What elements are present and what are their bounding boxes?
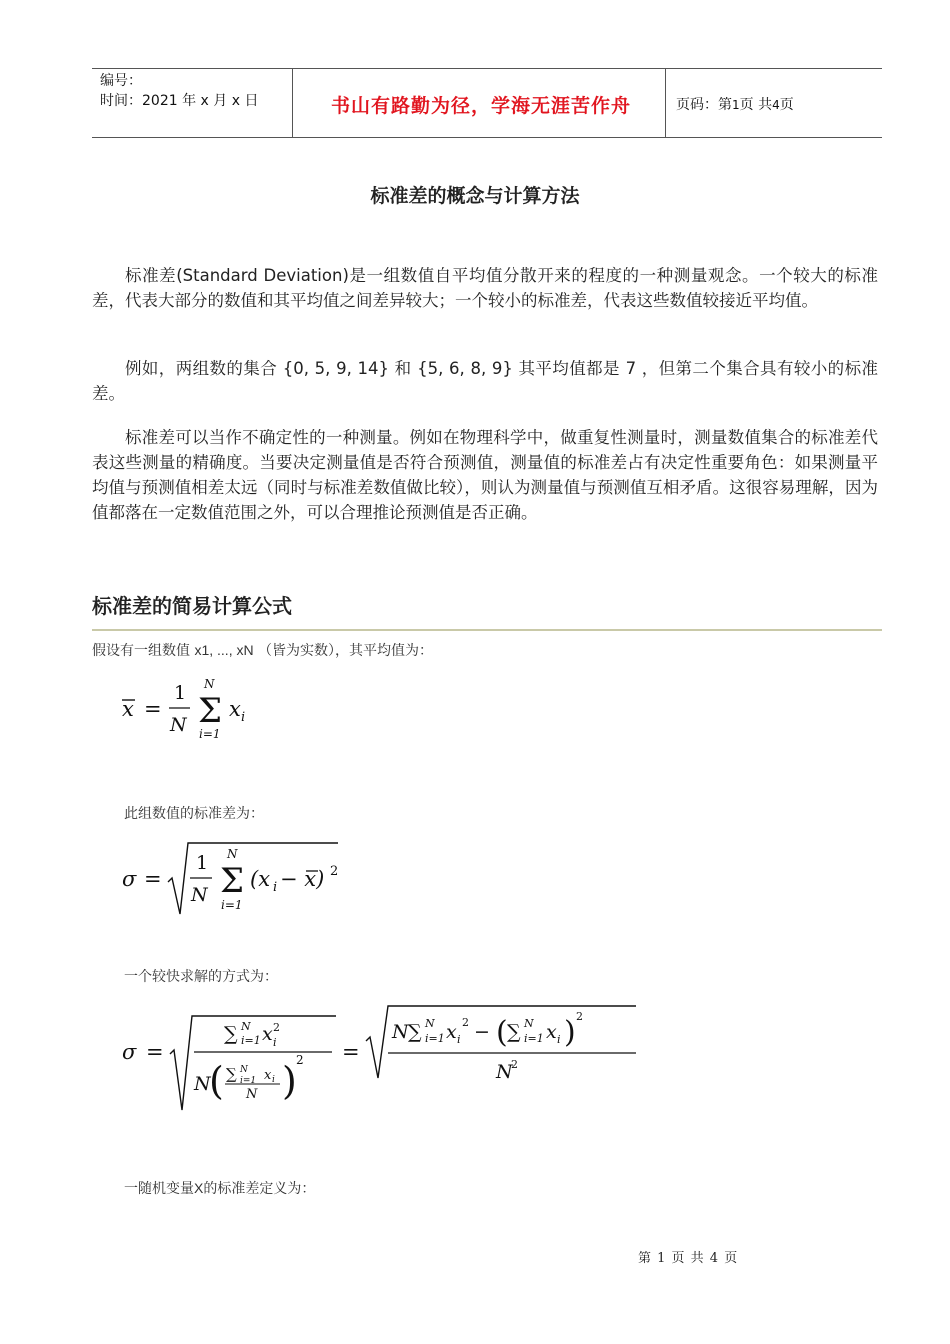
svg-text:i=1: i=1 — [524, 1032, 544, 1045]
svg-text:x: x — [229, 697, 241, 721]
std-formula — [110, 838, 350, 920]
svg-text:N: N — [241, 1020, 251, 1033]
svg-text:i: i — [273, 880, 278, 895]
svg-text:Σ: Σ — [220, 861, 245, 901]
svg-text:N: N — [204, 677, 215, 691]
svg-text:i=1: i=1 — [240, 1076, 257, 1086]
svg-text:2: 2 — [296, 1053, 304, 1067]
header-page-current: 1 — [732, 98, 740, 112]
svg-text:x: x — [446, 1021, 457, 1043]
svg-text:N: N — [227, 847, 238, 861]
svg-text:N: N — [524, 1017, 534, 1030]
header-motto: 书山有路勤为径，学海无涯苦作舟 — [330, 95, 631, 117]
quick-method-label: 一个较快求解的方式为： — [124, 969, 278, 985]
svg-text:i: i — [272, 1075, 275, 1085]
header-page-total: 4 — [772, 98, 780, 112]
svg-text:i: i — [457, 1033, 461, 1046]
svg-text:(x: (x — [250, 867, 271, 891]
mean-formula — [110, 672, 290, 752]
svg-text:2: 2 — [330, 864, 339, 879]
page-footer: 第 1 页 共 4 页 — [638, 1251, 738, 1266]
svg-text:1: 1 — [196, 852, 209, 874]
svg-text:∑: ∑ — [507, 1021, 521, 1043]
paragraph-uncertainty: 标准差可以当作不确定性的一种测量。例如在物理科学中，做重复性测量时，测量数值集合的标准差代表这些测量的精确度。当要决定测量值是否符合预测值，测量值的标准差占有决定性重要角色：如果测量平均值与预测值相差太远（同时与标准差数值做比较），则认为测量值与预测值互相矛盾。这很容易理解，因为值都落在一定数值范围之外，可以合理推论预测值是否正确。 — [92, 428, 878, 522]
svg-text:i=1: i=1 — [199, 727, 221, 741]
svg-text:x: x — [264, 1068, 272, 1083]
svg-text:i=1: i=1 — [221, 898, 243, 912]
svg-text:2: 2 — [511, 1058, 518, 1071]
svg-text:− x): − x) — [280, 867, 325, 891]
paragraph-example: 例如，两组数的集合 {0, 5, 9, 14} 和 {5, 6, 8, 9} 其平均值都是 7 ，但第二个集合具有较小的标准差。 — [92, 359, 878, 403]
svg-text:N: N — [246, 1087, 258, 1102]
svg-text:∑: ∑ — [226, 1065, 237, 1083]
svg-text:N: N — [392, 1021, 409, 1043]
svg-text:N: N — [240, 1065, 248, 1075]
header-meta — [100, 71, 258, 111]
svg-text:−: − — [474, 1021, 490, 1043]
svg-text:2: 2 — [576, 1010, 583, 1023]
svg-text:=: = — [342, 1040, 360, 1064]
svg-text:i: i — [241, 710, 246, 725]
svg-text:∑: ∑ — [408, 1021, 422, 1043]
svg-text:): ) — [282, 1059, 297, 1103]
svg-text:2: 2 — [273, 1021, 280, 1034]
svg-text:): ) — [564, 1015, 576, 1050]
std-label: 此组数值的标准差为： — [124, 806, 264, 822]
assumption-text: 假设有一组数值 x1, ..., xN （皆为实数），其平均值为： — [92, 642, 434, 659]
svg-text:N: N — [191, 884, 208, 906]
svg-text:(: ( — [496, 1015, 508, 1050]
svg-text:x: x — [122, 697, 134, 721]
svg-text:(: ( — [209, 1059, 224, 1103]
section-heading: 标准差的简易计算公式 — [92, 594, 292, 618]
document-title: 标准差的概念与计算方法 — [370, 185, 580, 207]
svg-text:σ: σ — [122, 1040, 137, 1064]
svg-text:1: 1 — [174, 682, 187, 704]
svg-text:=: = — [144, 867, 162, 891]
svg-text:x: x — [262, 1023, 273, 1045]
svg-text:i: i — [273, 1036, 277, 1049]
svg-text:Σ: Σ — [198, 691, 223, 731]
svg-text:N: N — [425, 1017, 435, 1030]
svg-text:x: x — [546, 1021, 557, 1043]
random-variable-symbol: X — [194, 1180, 204, 1196]
svg-text:2: 2 — [462, 1016, 469, 1029]
header-table — [92, 68, 882, 138]
svg-text:i=1: i=1 — [425, 1032, 445, 1045]
section-divider — [92, 629, 882, 631]
svg-text:i: i — [557, 1033, 561, 1046]
paragraph-definition: 标准差(Standard Deviation)是一组数值自平均值分散开来的程度的一种测量观念。一个较大的标准差，代表大部分的数值和其平均值之间差异较大；一个较小的标准差，代表这些数值较接近平均值。 — [92, 266, 878, 310]
header-divider — [292, 69, 293, 137]
svg-text:=: = — [146, 1040, 164, 1064]
svg-text:∑: ∑ — [224, 1023, 238, 1045]
doc-id-label: 编号： — [100, 73, 142, 89]
random-variable-text: 一随机变量X的标准差定义为： — [124, 1180, 316, 1197]
svg-text:σ: σ — [122, 867, 137, 891]
svg-text:N: N — [194, 1073, 211, 1095]
svg-text:N: N — [170, 714, 187, 736]
doc-time-label: 时间：2021 年 x 月 x 日 — [100, 93, 259, 109]
svg-text:N: N — [496, 1061, 513, 1083]
svg-text:=: = — [144, 697, 162, 721]
header-page-info: 页码：第1页 共4页 — [676, 97, 794, 113]
svg-text:i=1: i=1 — [241, 1034, 261, 1047]
assumption-variables: x1, ..., xN — [194, 642, 254, 658]
quick-formula — [110, 998, 650, 1116]
